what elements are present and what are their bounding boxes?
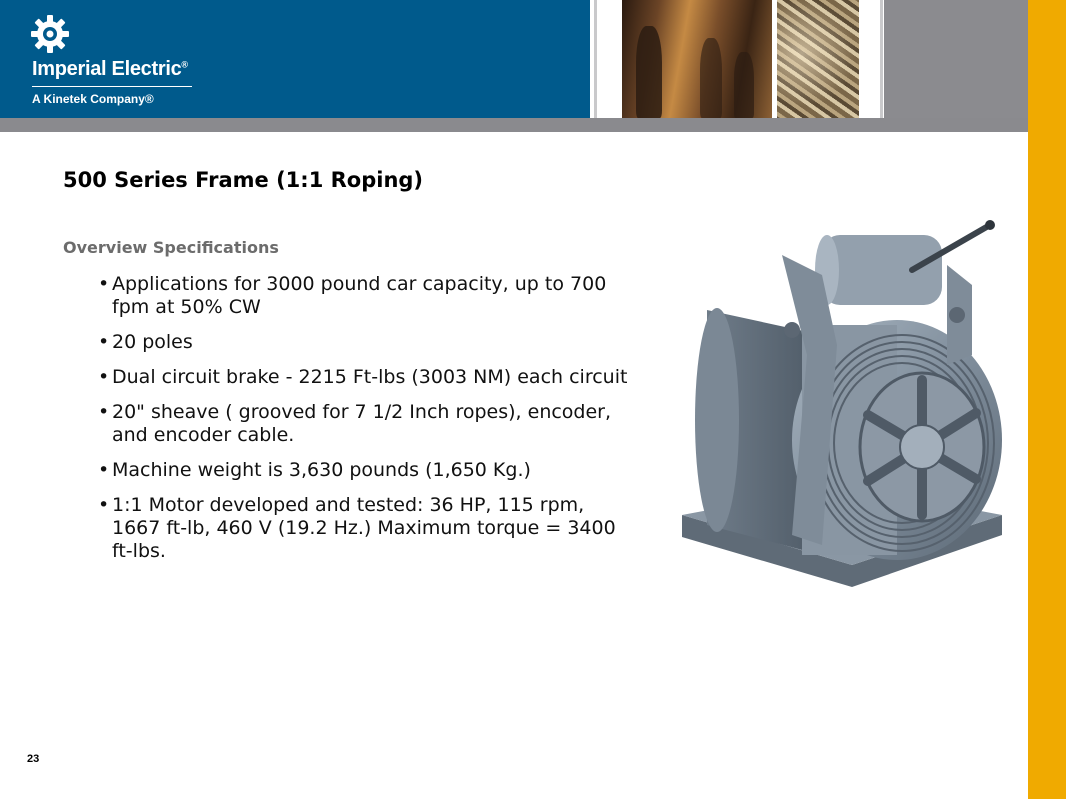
spec-list (98, 273, 628, 575)
list-item (98, 494, 628, 563)
bullet-dot: • (98, 366, 110, 388)
list-item-text: 1:1 Motor developed and tested: 36 HP, 115 rpm, 1667 ft-lb, 460 V (19.2 Hz.) Maximum torque = 3400 ft-lbs. (112, 494, 616, 562)
list-item (98, 366, 628, 389)
right-accent-bar (1028, 0, 1066, 799)
elevator-machine-image (672, 215, 1012, 595)
people-photo (622, 0, 772, 118)
list-item (98, 331, 628, 354)
header-divider (594, 0, 597, 132)
slide-title: 500 Series Frame (1:1 Roping) (63, 168, 424, 192)
bullet-dot: • (98, 401, 110, 423)
gear-logo-icon (30, 14, 70, 54)
list-item (98, 273, 628, 319)
logo-rule (32, 86, 192, 87)
list-item-text: Machine weight is 3,630 pounds (1,650 Kg.) (112, 459, 531, 481)
list-item (98, 401, 628, 447)
list-item-text: 20 poles (112, 331, 193, 353)
bullet-dot: • (98, 273, 110, 295)
page-number: 23 (27, 753, 40, 765)
brand-subtitle: A Kinetek Company® (32, 92, 154, 106)
list-item-text: Dual circuit brake - 2215 Ft-lbs (3003 NM) each circuit (112, 366, 628, 388)
header-divider (880, 0, 883, 132)
section-label: Overview Specifications (63, 238, 279, 257)
list-item-text: 20" sheave ( grooved for 7 1/2 Inch ropes), encoder, and encoder cable. (112, 401, 612, 446)
header-gray-strip (0, 118, 1028, 132)
header-gray-panel (884, 0, 1028, 132)
list-item-text: Applications for 3000 pound car capacity, up to 700 fpm at 50% CW (112, 273, 607, 318)
gears-photo (777, 0, 859, 132)
bullet-dot: • (98, 331, 110, 353)
list-item (98, 459, 628, 482)
header-divider (773, 0, 776, 132)
bullet-dot: • (98, 494, 110, 516)
bullet-dot: • (98, 459, 110, 481)
header-banner (0, 0, 1028, 132)
brand-name: Imperial Electric® (32, 58, 188, 80)
